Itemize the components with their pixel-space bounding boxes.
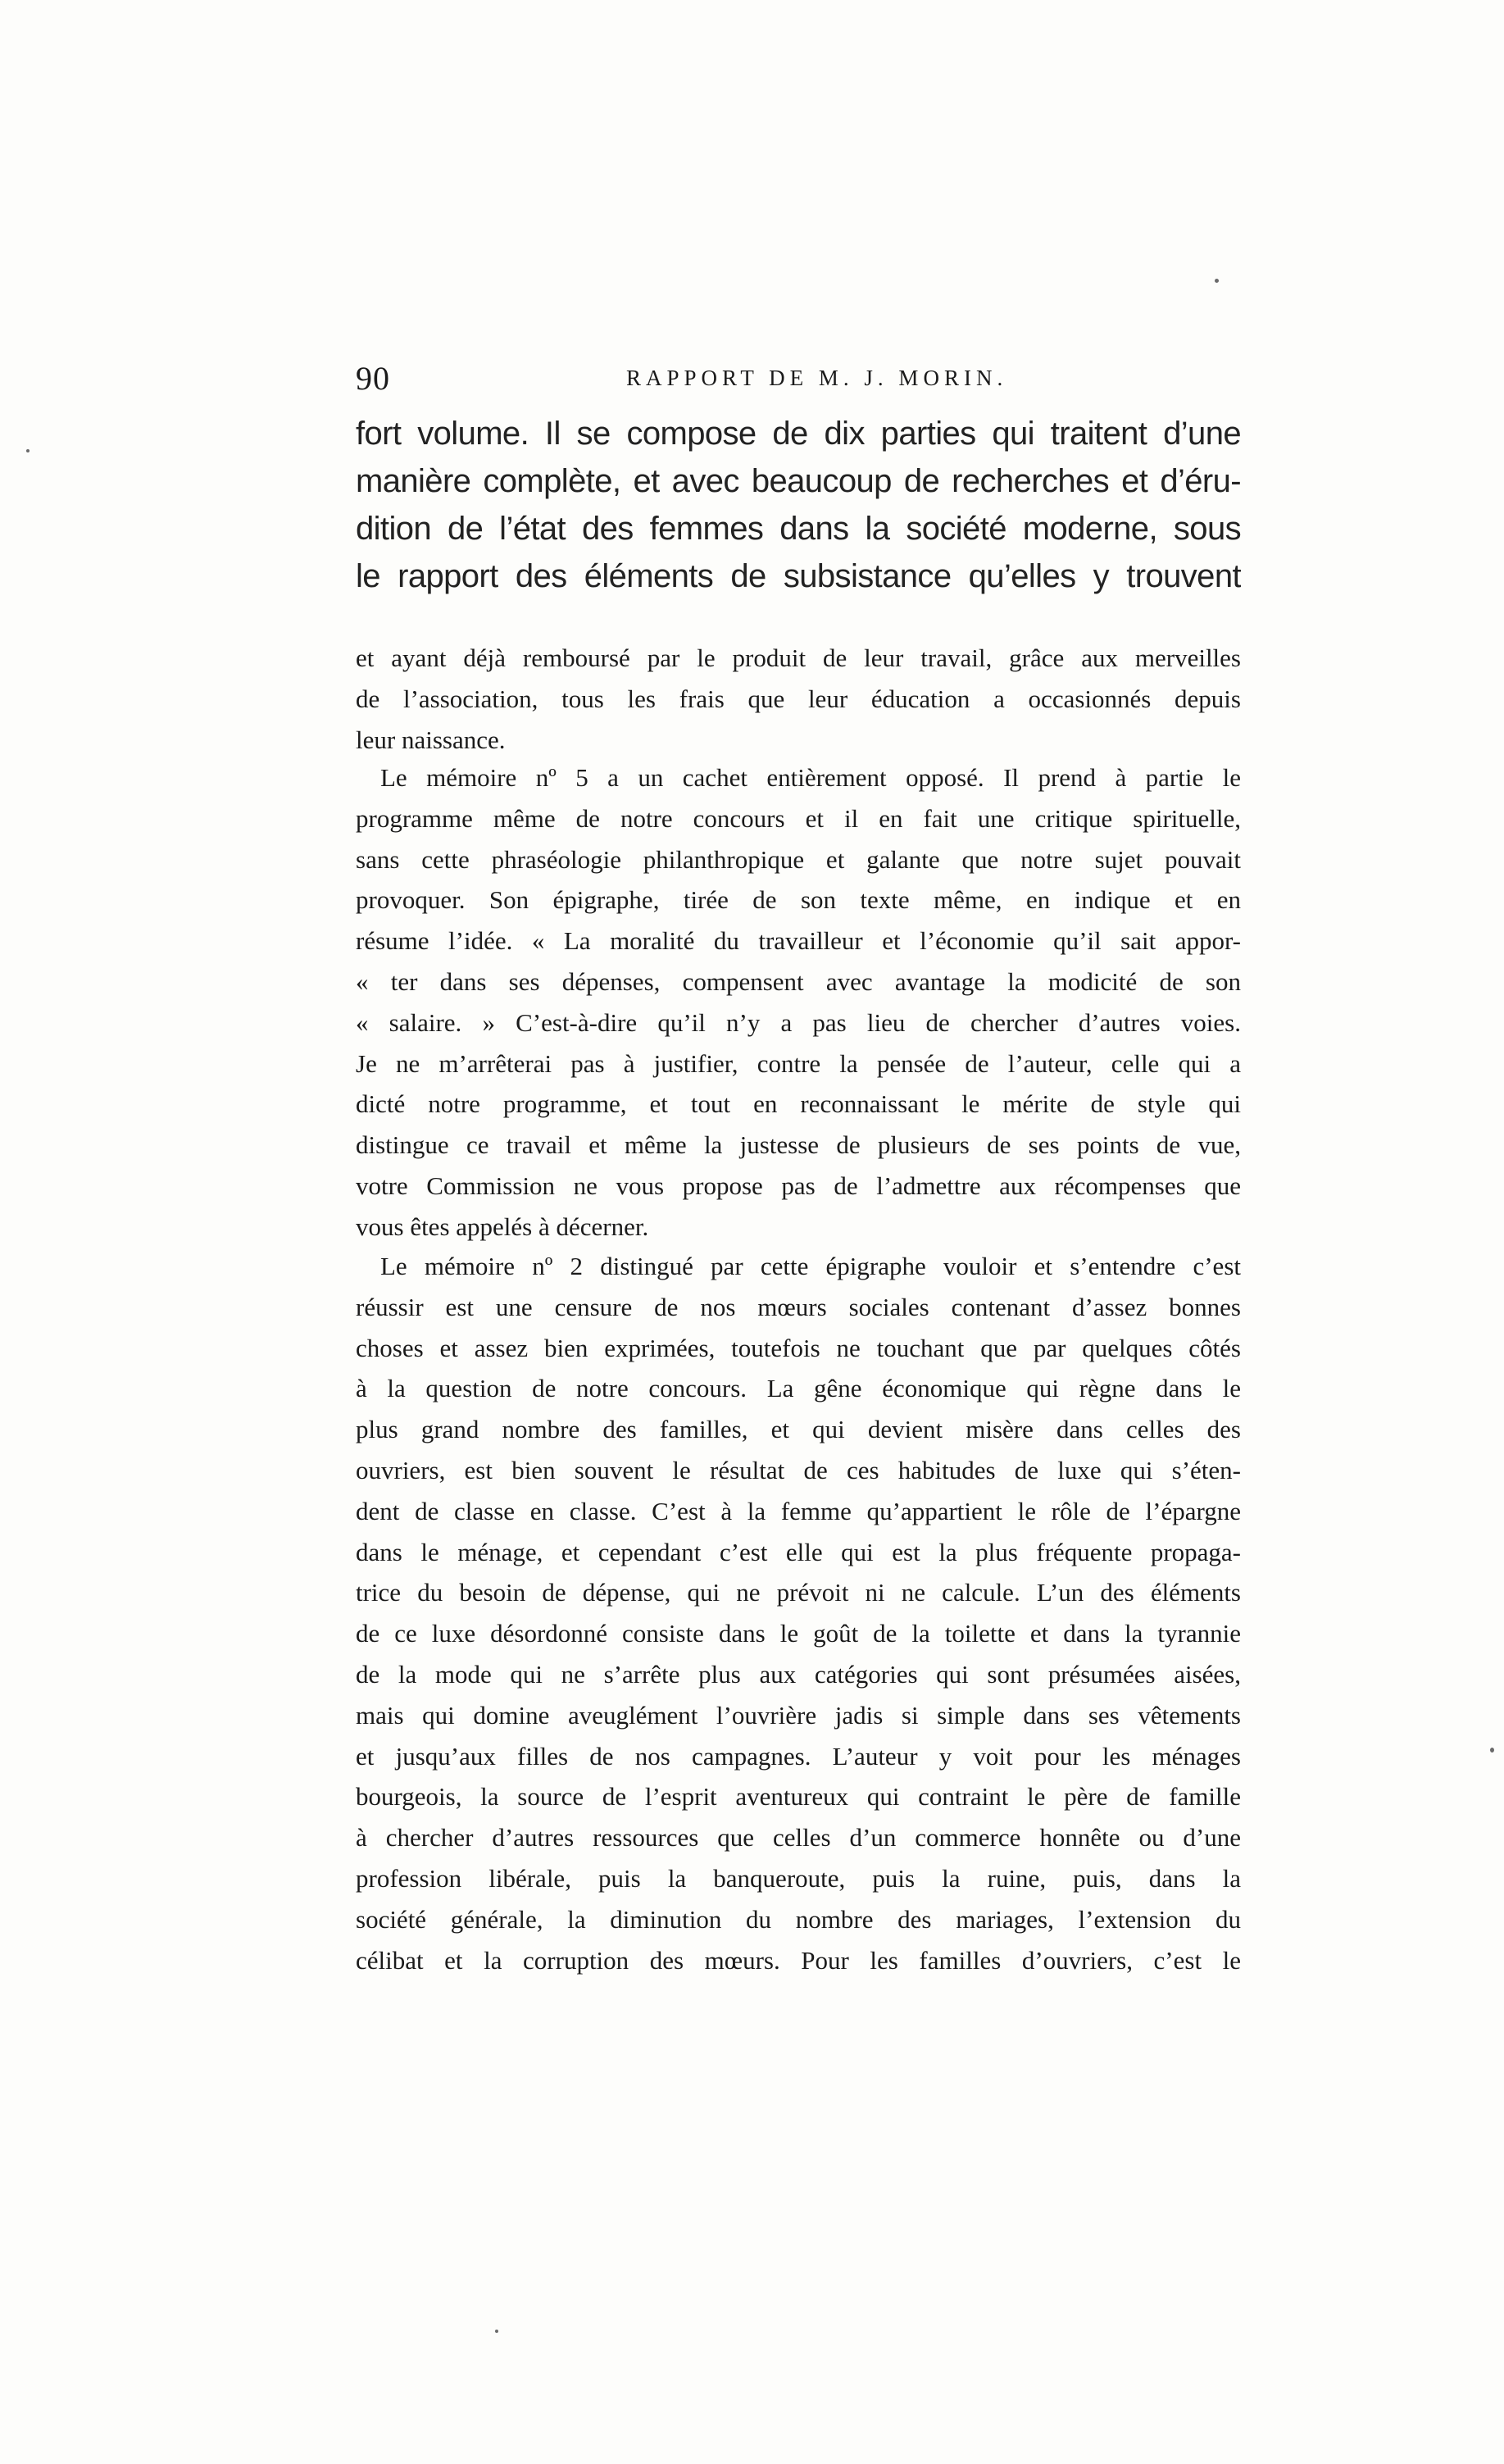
text-line: dicté notre programme, et tout en reconnaissant le mérite de style qui — [356, 1089, 1241, 1119]
text-line: trice du besoin de dépense, qui ne prévoit ni ne calcule. L’un des éléments — [356, 1578, 1241, 1607]
text-line: manière complète, et avec beaucoup de recherches et d’éru- — [356, 463, 1241, 499]
ink-speck — [1490, 1748, 1494, 1753]
text-line: dent de classe en classe. C’est à la femme qu’appartient le rôle de l’épargne — [356, 1496, 1241, 1525]
page-number: 90 — [356, 360, 390, 397]
text-line: à la question de notre concours. La gêne économique qui règne dans le — [356, 1374, 1241, 1403]
ink-speck — [495, 2330, 498, 2333]
text-line: vous êtes appelés à décerner. — [356, 1212, 649, 1241]
text-line: Le mémoire nº 5 a un cachet entièrement opposé. Il prend à partie le — [380, 763, 1241, 792]
text-line: de ce luxe désordonné consiste dans le goût de la toilette et dans la tyrannie — [356, 1619, 1241, 1648]
text-line: fort volume. Il se compose de dix parties qui traitent d’une — [356, 416, 1241, 452]
text-line: le rapport des éléments de subsistance qu’elles y trouvent — [356, 558, 1241, 594]
text-line: et jusqu’aux filles de nos campagnes. L’auteur y voit pour les ménages — [356, 1741, 1241, 1771]
text-line: provoquer. Son épigraphe, tirée de son texte même, en indique et en — [356, 885, 1241, 915]
text-line: votre Commission ne vous propose pas de l’admettre aux récompenses que — [356, 1171, 1241, 1200]
text-line: plus grand nombre des familles, et qui devient misère dans celles des — [356, 1415, 1241, 1444]
text-line: ouvriers, est bien souvent le résultat de ces habitudes de luxe qui s’éten- — [356, 1455, 1241, 1484]
text-line: à chercher d’autres ressources que celles d’un commerce honnête ou d’une — [356, 1823, 1241, 1853]
top-text-block — [356, 410, 1241, 600]
text-line: Le mémoire nº 2 distingué par cette épigraphe vouloir et s’entendre c’est — [380, 1252, 1241, 1280]
paragraph-memoire-5 — [356, 757, 1241, 1248]
text-line: de la mode qui ne s’arrête plus aux catégories qui sont présumées aisées, — [356, 1659, 1241, 1689]
running-head: RAPPORT DE M. J. MORIN. — [626, 366, 1008, 390]
text-line: résume l’idée. « La moralité du travailleur et l’économie qu’il sait appor- — [356, 926, 1241, 956]
text-line: choses et assez bien exprimées, toutefois ne touchant que par quelques côtés — [356, 1333, 1241, 1362]
text-line: société générale, la diminution du nombre des mariages, l’extension du — [356, 1904, 1241, 1934]
paragraph-memoire-2 — [356, 1246, 1241, 1980]
ink-speck — [26, 449, 30, 452]
text-line: dition de l’état des femmes dans la société moderne, sous — [356, 511, 1241, 547]
text-line: bourgeois, la source de l’esprit aventureux qui contraint le père de famille — [356, 1782, 1241, 1812]
text-line: distingue ce travail et même la justesse de plusieurs de ses points de vue, — [356, 1130, 1241, 1160]
ink-speck — [1215, 279, 1219, 283]
text-line: et ayant déjà remboursé par le produit de leur travail, grâce aux merveilles — [356, 643, 1241, 672]
text-line: leur naissance. — [356, 725, 506, 754]
text-line: célibat et la corruption des mœurs. Pour les familles d’ouvriers, c’est le — [356, 1945, 1241, 1975]
text-line: « ter dans ses dépenses, compensent avec avantage la modicité de son — [356, 966, 1241, 996]
text-line: profession libérale, puis la banqueroute, puis la ruine, puis, dans la — [356, 1863, 1241, 1893]
text-line: programme même de notre concours et il en fait une critique spirituelle, — [356, 803, 1241, 833]
text-line: réussir est une censure de nos mœurs sociales contenant d’assez bonnes — [356, 1292, 1241, 1321]
text-line: Je ne m’arrêterai pas à justifier, contre la pensée de l’auteur, celle qui a — [356, 1048, 1241, 1078]
text-line: sans cette phraséologie philanthropique et galante que notre sujet pouvait — [356, 844, 1241, 874]
paragraph-continuation — [356, 638, 1241, 760]
page-header — [356, 359, 1290, 400]
text-line: mais qui domine aveuglément l’ouvrière jadis si simple dans ses vêtements — [356, 1700, 1241, 1730]
text-line: de l’association, tous les frais que leur éducation a occasionnés depuis — [356, 684, 1241, 713]
text-line: « salaire. » C’est-à-dire qu’il n’y a pas lieu de chercher d’autres voies. — [356, 1007, 1241, 1037]
text-line: dans le ménage, et cependant c’est elle qui est la plus fréquente propaga- — [356, 1537, 1241, 1566]
